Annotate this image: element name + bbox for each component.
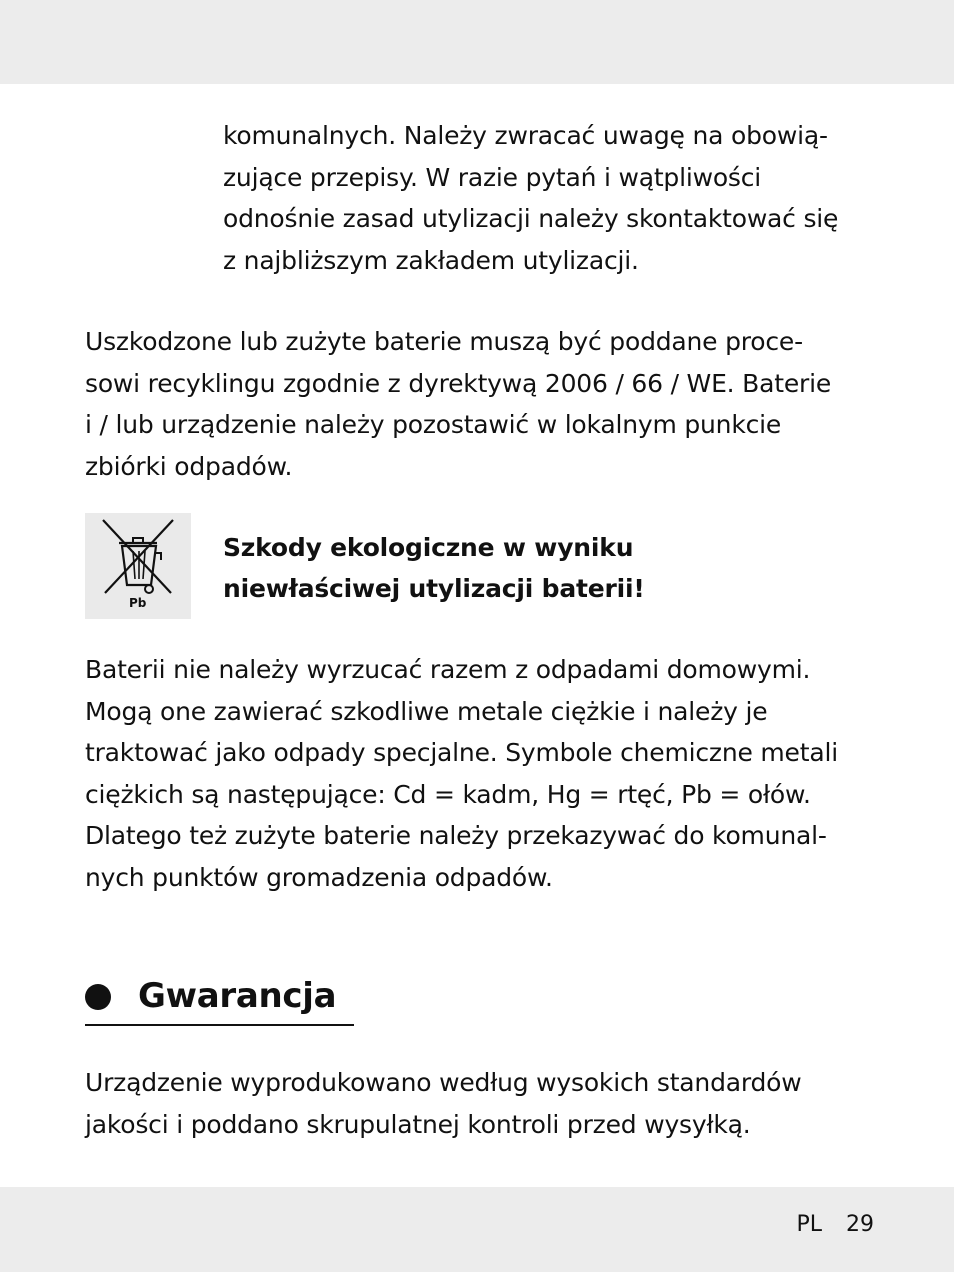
section-heading [85, 970, 354, 1026]
filled-circle-icon [85, 984, 111, 1010]
pb-label: Pb [129, 596, 147, 610]
page-footer [796, 1210, 874, 1240]
section-title: Gwarancja [138, 976, 337, 1016]
warning-title: Szkody ekologiczne w wyniku niewłaściwej utylizacji baterii! [223, 533, 645, 603]
paragraph-disposal-continuation: komunalnych. Należy zwracać uwagę na obowią- zujące przepisy. W razie pytań i wątpliwości odnośnie zasad utylizacji należy skontaktować się z najbliższym zakładem utylizacji. [223, 121, 839, 275]
footer-page-number: 29 [846, 1212, 874, 1237]
paragraph-warranty: Urządzenie wyprodukowano według wysokich standardów jakości i poddano skrupulatnej kontroli przed wysyłką. [85, 1068, 802, 1139]
page-top-band [0, 0, 954, 84]
crossed-out-wheelie-bin-icon [85, 513, 191, 619]
paragraph-battery-recycling: Uszkodzone lub zużyte baterie muszą być poddane proce- sowi recyklingu zgodnie z dyrektywą 2006 / 66 / WE. Baterie i / lub urządzenie należy pozostawić w lokalnym punkcie zbiórki odpadów. [85, 327, 832, 481]
footer-language: PL [796, 1212, 822, 1237]
paragraph-heavy-metals: Baterii nie należy wyrzucać razem z odpadami domowymi. Mogą one zawierać szkodliwe metale ciężkie i należy je traktować jako odpady specjalne. Symbole chemiczne metali ciężkich są następujące: Cd = kadm, Hg = rtęć, Pb = ołów. Dlatego też zużyte baterie należy przekazywać do komunal- nych punktów gromadzenia odpadów. [85, 655, 838, 892]
